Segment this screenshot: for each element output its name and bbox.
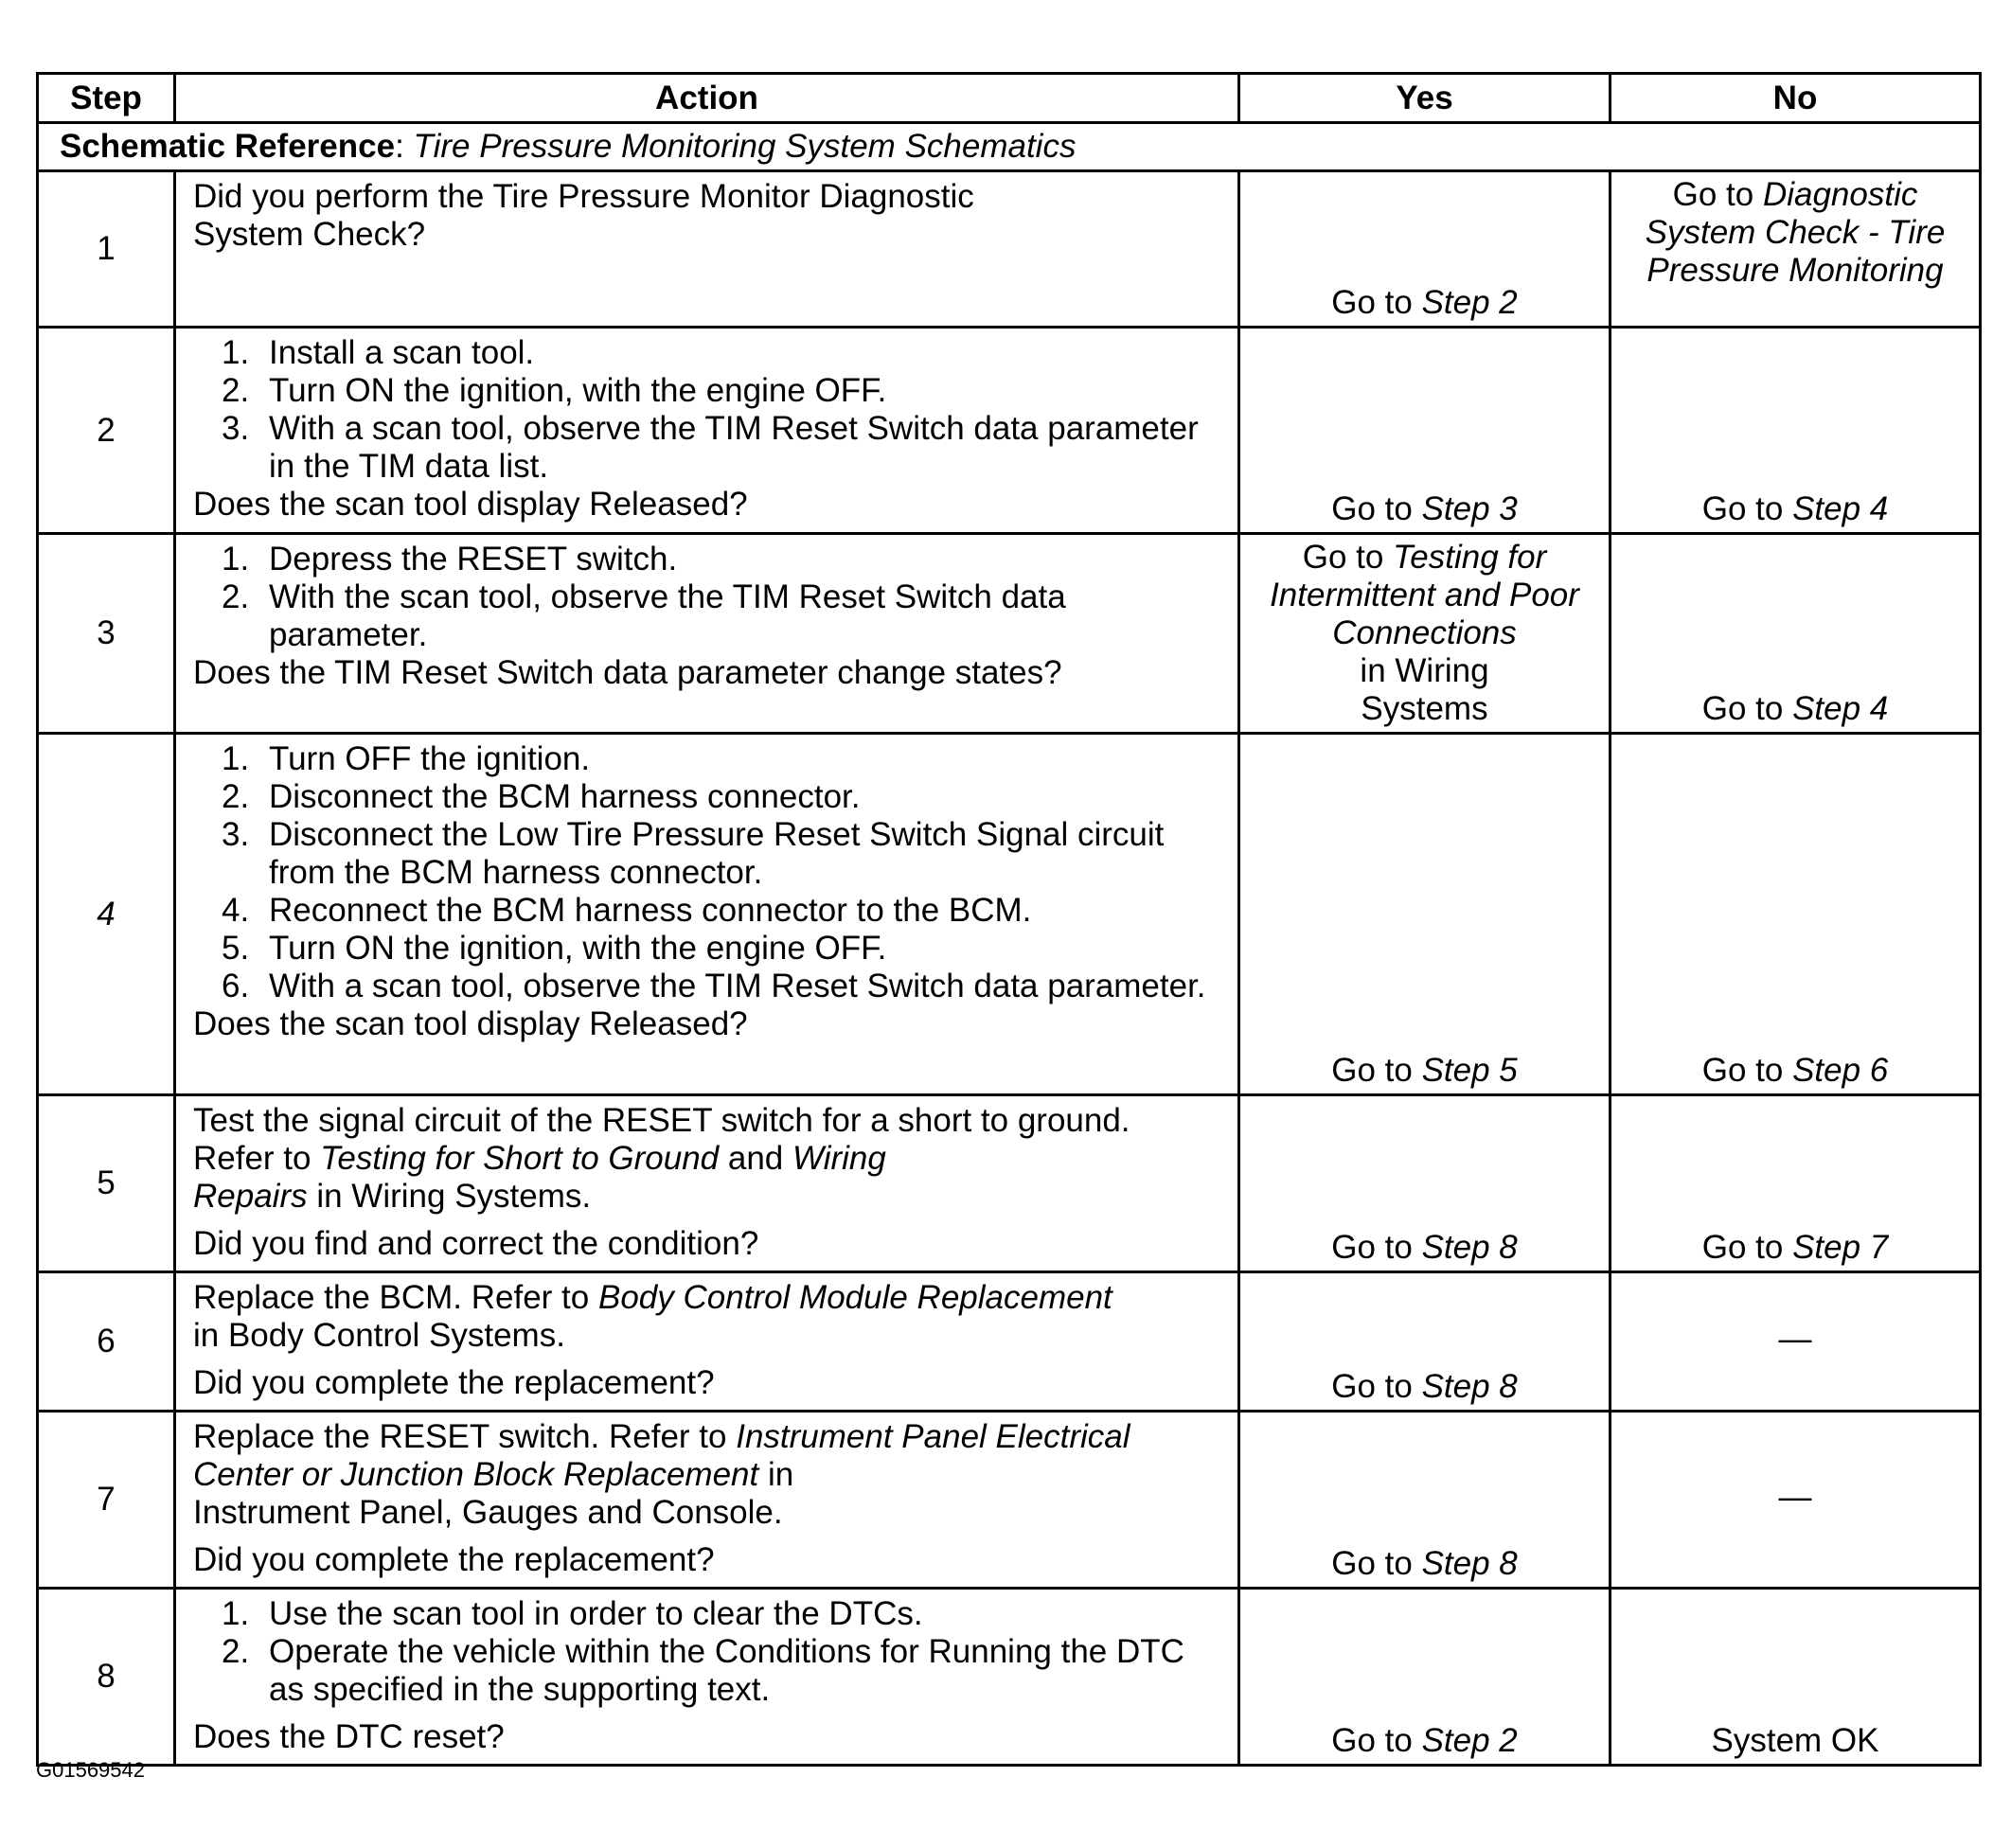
reference-link[interactable]: Diagnostic	[1762, 176, 1918, 213]
header-no: No	[1611, 74, 1981, 123]
schematic-value: Tire Pressure Monitoring System Schematics	[413, 128, 1077, 165]
list-item: 4. Reconnect the BCM harness connector to the BCM.	[222, 892, 1032, 929]
list-item: 6. With a scan tool, observe the TIM Reset Switch data parameter.	[222, 968, 1206, 1004]
action-text: System Check?	[193, 216, 426, 253]
go-to-text: Go to	[1302, 539, 1384, 576]
no-cell: System OK	[1611, 1589, 1981, 1766]
list-item: 2. Disconnect the BCM harness connector.	[222, 778, 861, 815]
list-item: 1. Turn OFF the ignition.	[222, 740, 591, 777]
step-link[interactable]: Step 8	[1421, 1545, 1518, 1582]
go-to-text: Go to	[1331, 1368, 1413, 1405]
reference-link[interactable]: Connections	[1332, 614, 1517, 651]
action-cell	[175, 534, 1239, 734]
action-list	[193, 740, 1222, 1005]
table-row	[38, 171, 1981, 328]
reference-link[interactable]: Wiring	[792, 1140, 886, 1177]
action-question: Did you find and correct the condition?	[193, 1225, 759, 1262]
go-to-text: Go to	[1672, 176, 1754, 213]
reference-link[interactable]: Instrument Panel Electrical	[736, 1418, 1130, 1455]
action-cell	[175, 1095, 1239, 1272]
action-cell	[175, 171, 1239, 328]
action-list	[193, 1595, 1222, 1709]
go-to-text: Go to	[1331, 1052, 1413, 1089]
action-text: Instrument Panel, Gauges and Console.	[193, 1494, 783, 1531]
header-action: Action	[175, 74, 1239, 123]
action-cell	[175, 1412, 1239, 1589]
go-to-text: Go to	[1331, 490, 1413, 527]
step-link[interactable]: Step 2	[1421, 284, 1518, 321]
yes-cell	[1239, 171, 1611, 328]
no-cell: —	[1611, 1272, 1981, 1412]
action-question: Did you complete the replacement?	[193, 1541, 715, 1578]
yes-cell	[1239, 534, 1611, 734]
action-text: Test the signal circuit of the RESET switch for a short to ground.	[193, 1102, 1130, 1139]
header-step: Step	[38, 74, 175, 123]
go-to-text: Go to	[1331, 1545, 1413, 1582]
action-text: in Body Control Systems.	[193, 1317, 565, 1354]
go-to-text: Go to	[1331, 1229, 1413, 1266]
step-number: 6	[38, 1272, 175, 1412]
reference-link[interactable]: Pressure Monitoring	[1646, 252, 1944, 289]
step-number: 8	[38, 1589, 175, 1766]
step-number: 5	[38, 1095, 175, 1272]
step-number: 7	[38, 1412, 175, 1589]
yes-cell	[1239, 734, 1611, 1095]
no-cell	[1611, 534, 1981, 734]
go-to-text: Go to	[1701, 1052, 1784, 1089]
schematic-reference	[38, 123, 1981, 171]
go-to-text: Go to	[1331, 1722, 1413, 1759]
action-cell	[175, 328, 1239, 534]
go-to-text: Go to	[1701, 1229, 1784, 1266]
list-item: 2. Turn ON the ignition, with the engine OFF.	[222, 372, 887, 409]
step-link[interactable]: Step 5	[1421, 1052, 1518, 1089]
no-cell	[1611, 734, 1981, 1095]
table-row	[38, 534, 1981, 734]
yes-cell	[1239, 1095, 1611, 1272]
step-link[interactable]: Step 8	[1421, 1229, 1518, 1266]
action-cell	[175, 1589, 1239, 1766]
list-item: 1. Use the scan tool in order to clear the DTCs.	[222, 1595, 923, 1632]
step-number: 4	[38, 734, 175, 1095]
figure-code: G01569542	[36, 1758, 145, 1782]
step-number: 3	[38, 534, 175, 734]
action-list	[193, 541, 1222, 654]
yes-cell	[1239, 328, 1611, 534]
reference-link[interactable]: Center or Junction Block Replacement	[193, 1456, 759, 1493]
diagnostic-table	[36, 72, 1982, 1767]
action-text: Repairs in Wiring Systems.	[193, 1178, 592, 1215]
action-text: Did you perform the Tire Pressure Monitor Diagnostic	[193, 178, 974, 215]
list-item: 1. Install a scan tool.	[222, 334, 535, 371]
table-row	[38, 734, 1981, 1095]
step-number: 2	[38, 328, 175, 534]
table-row	[38, 1412, 1981, 1589]
action-text: Replace the BCM. Refer to Body Control Module Replacement	[193, 1279, 1112, 1316]
action-question: Does the TIM Reset Switch data parameter change states?	[193, 654, 1062, 691]
header-row	[38, 74, 1981, 123]
list-item: 2. With the scan tool, observe the TIM Reset Switch data parameter.	[222, 578, 1066, 653]
reference-link[interactable]: Body Control Module Replacement	[597, 1279, 1112, 1316]
no-cell	[1611, 328, 1981, 534]
step-link[interactable]: Step 6	[1792, 1052, 1889, 1089]
list-item: 2. Operate the vehicle within the Conditions for Running the DTC as specified in the supporting text.	[222, 1633, 1184, 1708]
no-cell	[1611, 1095, 1981, 1272]
action-list	[193, 334, 1222, 486]
yes-tail-text: Systems	[1361, 690, 1488, 727]
action-cell	[175, 1272, 1239, 1412]
yes-cell	[1239, 1589, 1611, 1766]
go-to-text: Go to	[1701, 690, 1784, 727]
schematic-reference-row	[38, 123, 1981, 171]
step-link[interactable]: Step 4	[1792, 490, 1889, 527]
action-text: Replace the RESET switch. Refer to Instrument Panel Electrical	[193, 1418, 1130, 1455]
step-link[interactable]: Step 8	[1421, 1368, 1518, 1405]
table-row	[38, 328, 1981, 534]
list-item: 1. Depress the RESET switch.	[222, 541, 678, 578]
no-cell: —	[1611, 1412, 1981, 1589]
action-text: Refer to Testing for Short to Ground and Wiring	[193, 1140, 886, 1177]
no-cell	[1611, 171, 1981, 328]
reference-link[interactable]: Testing for	[1393, 539, 1547, 576]
reference-link[interactable]: Testing for Short to Ground	[320, 1140, 720, 1177]
yes-tail-text: in Wiring	[1360, 652, 1489, 689]
action-question: Does the scan tool display Released?	[193, 486, 748, 523]
schematic-colon: :	[395, 128, 404, 165]
yes-cell	[1239, 1272, 1611, 1412]
table-row	[38, 1272, 1981, 1412]
step-link[interactable]: Step 7	[1792, 1229, 1889, 1266]
reference-link[interactable]: Repairs	[193, 1178, 308, 1215]
schematic-label: Schematic Reference	[60, 128, 396, 165]
go-to-text: Go to	[1331, 284, 1413, 321]
table-row	[38, 1589, 1981, 1766]
step-link[interactable]: Step 3	[1421, 490, 1518, 527]
header-yes: Yes	[1239, 74, 1611, 123]
reference-link[interactable]: System Check - Tire	[1645, 214, 1946, 251]
action-question: Does the DTC reset?	[193, 1718, 505, 1755]
yes-cell	[1239, 1412, 1611, 1589]
list-item: 3. With a scan tool, observe the TIM Reset Switch data parameter in the TIM data list.	[222, 410, 1199, 485]
go-to-text: Go to	[1701, 490, 1784, 527]
table-row	[38, 1095, 1981, 1272]
action-question: Does the scan tool display Released?	[193, 1005, 748, 1042]
action-text: Center or Junction Block Replacement in	[193, 1456, 794, 1493]
list-item: 5. Turn ON the ignition, with the engine OFF.	[222, 930, 887, 967]
action-question: Did you complete the replacement?	[193, 1364, 715, 1401]
reference-link[interactable]: Intermittent and Poor	[1270, 577, 1579, 613]
list-item: 3. Disconnect the Low Tire Pressure Reset Switch Signal circuit from the BCM harness connector.	[222, 816, 1165, 891]
step-number: 1	[38, 171, 175, 328]
step-link[interactable]: Step 4	[1792, 690, 1889, 727]
action-cell	[175, 734, 1239, 1095]
step-link[interactable]: Step 2	[1421, 1722, 1518, 1759]
